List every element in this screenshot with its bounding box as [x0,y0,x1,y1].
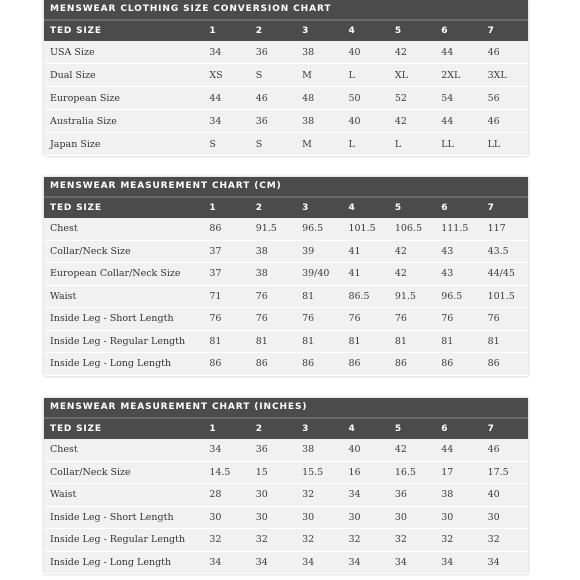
table-cell: 56 [482,87,528,110]
table-cell: XL [389,64,435,87]
header-size-4: 4 [342,198,388,218]
row-label: Inside Leg - Short Length [44,506,203,529]
table-cell: 52 [389,87,435,110]
table-cell: 76 [203,308,249,331]
row-label: European Collar/Neck Size [44,263,203,286]
table-cell: 44 [435,439,481,461]
table-row [44,353,528,376]
row-label: Waist [44,285,203,308]
table-cell: 81 [482,330,528,353]
header-size-7: 7 [482,198,528,218]
row-label: Australia Size [44,110,203,133]
row-label: Inside Leg - Regular Length [44,330,203,353]
header-size-label: TED SIZE [44,419,203,439]
table-cell: 17 [435,461,481,484]
table-cell: 81 [435,330,481,353]
header-size-4: 4 [342,419,388,439]
table-cell: 32 [250,529,296,552]
table-cell: 37 [203,263,249,286]
table-row [44,439,528,461]
table-cell: M [296,133,342,156]
table-cell: 34 [435,551,481,574]
table-row [44,551,528,574]
table-cell: 30 [203,506,249,529]
table-row [44,87,528,110]
table-cell: 76 [250,308,296,331]
header-size-2: 2 [250,198,296,218]
table-cell: 91.5 [250,218,296,240]
header-size-1: 1 [203,419,249,439]
table-cell: 34 [203,551,249,574]
table-cell: 36 [250,41,296,64]
header-size-label: TED SIZE [44,21,203,41]
table-cell: 81 [389,330,435,353]
table-cell: 50 [342,87,388,110]
table-cell: 46 [250,87,296,110]
table-cell: 38 [296,41,342,64]
table-header-row [44,21,528,41]
table-cell: 38 [435,484,481,507]
row-label: Dual Size [44,64,203,87]
header-size-5: 5 [389,198,435,218]
header-size-4: 4 [342,21,388,41]
table-cell: 40 [342,110,388,133]
table-cell: 96.5 [435,285,481,308]
table-cell: 46 [482,110,528,133]
table-row [44,263,528,286]
table-row [44,240,528,263]
table-cell: 32 [482,529,528,552]
table-cell: L [342,64,388,87]
header-size-1: 1 [203,21,249,41]
table-row [44,308,528,331]
header-size-1: 1 [203,198,249,218]
table-header-row [44,198,528,218]
table-cell: 38 [296,110,342,133]
table-cell: 34 [250,551,296,574]
table-cell: 36 [250,439,296,461]
header-size-5: 5 [389,419,435,439]
table-cell: 86 [203,353,249,376]
table-cell: 44 [435,110,481,133]
header-size-6: 6 [435,21,481,41]
table-cell: 91.5 [389,285,435,308]
table-cell: 76 [296,308,342,331]
table-cell: LL [482,133,528,156]
table-cell: 81 [203,330,249,353]
table-cell: 111.5 [435,218,481,240]
table-cell: 81 [296,285,342,308]
cm-measurement-table [44,198,528,376]
table-cell: 101.5 [342,218,388,240]
table-cell: 43.5 [482,240,528,263]
table-cell: 41 [342,240,388,263]
size-conversion-title: MENSWEAR CLOTHING SIZE CONVERSION CHART [44,0,528,21]
cm-measurement-title: MENSWEAR MEASUREMENT CHART (CM) [44,177,528,198]
table-row [44,285,528,308]
row-label: Inside Leg - Short Length [44,308,203,331]
row-label: USA Size [44,41,203,64]
table-cell: 86 [203,218,249,240]
table-cell: 86 [389,353,435,376]
table-cell: M [296,64,342,87]
table-cell: 39/40 [296,263,342,286]
table-cell: 40 [482,484,528,507]
header-size-3: 3 [296,198,342,218]
table-cell: 86 [342,353,388,376]
cm-measurement-panel [44,177,528,376]
row-label: European Size [44,87,203,110]
row-label: Inside Leg - Long Length [44,551,203,574]
table-cell: 32 [435,529,481,552]
table-cell: S [250,133,296,156]
row-label: Waist [44,484,203,507]
table-cell: 34 [389,551,435,574]
table-cell: 2XL [435,64,481,87]
table-cell: 30 [389,506,435,529]
table-cell: 30 [435,506,481,529]
table-cell: 76 [435,308,481,331]
table-cell: 32 [203,529,249,552]
table-cell: 81 [342,330,388,353]
table-cell: 41 [342,263,388,286]
table-cell: 30 [250,506,296,529]
table-cell: 34 [203,41,249,64]
table-cell: 81 [296,330,342,353]
header-size-5: 5 [389,21,435,41]
header-size-6: 6 [435,419,481,439]
table-cell: 34 [482,551,528,574]
table-cell: 17.5 [482,461,528,484]
header-size-2: 2 [250,21,296,41]
row-label: Japan Size [44,133,203,156]
table-cell: 86 [296,353,342,376]
table-cell: 76 [482,308,528,331]
table-cell: 36 [389,484,435,507]
table-cell: 15.5 [296,461,342,484]
table-cell: 28 [203,484,249,507]
row-label: Inside Leg - Regular Length [44,529,203,552]
table-row [44,484,528,507]
table-cell: 3XL [482,64,528,87]
table-cell: 54 [435,87,481,110]
table-row [44,506,528,529]
table-row [44,218,528,240]
table-row [44,461,528,484]
table-cell: 117 [482,218,528,240]
table-row [44,133,528,156]
table-cell: 71 [203,285,249,308]
table-cell: 43 [435,240,481,263]
table-cell: 34 [203,110,249,133]
table-cell: S [203,133,249,156]
header-size-3: 3 [296,419,342,439]
table-row [44,41,528,64]
table-cell: 76 [342,308,388,331]
table-cell: 42 [389,240,435,263]
table-cell: 32 [389,529,435,552]
row-label: Chest [44,218,203,240]
table-cell: 39 [296,240,342,263]
table-cell: 32 [342,529,388,552]
table-cell: 32 [296,529,342,552]
table-cell: 76 [250,285,296,308]
table-cell: LL [435,133,481,156]
table-cell: 86 [482,353,528,376]
table-cell: 44 [203,87,249,110]
table-cell: XS [203,64,249,87]
table-cell: 42 [389,263,435,286]
size-conversion-table [44,21,528,156]
table-header-row [44,419,528,439]
table-cell: 48 [296,87,342,110]
table-row [44,64,528,87]
table-cell: 38 [250,240,296,263]
table-cell: 15 [250,461,296,484]
table-cell: S [250,64,296,87]
table-cell: 30 [250,484,296,507]
table-cell: 42 [389,439,435,461]
header-size-7: 7 [482,21,528,41]
table-row [44,330,528,353]
row-label: Collar/Neck Size [44,461,203,484]
row-label: Collar/Neck Size [44,240,203,263]
table-row [44,110,528,133]
table-cell: 34 [203,439,249,461]
table-cell: 30 [296,506,342,529]
table-row [44,529,528,552]
table-cell: 36 [250,110,296,133]
table-cell: 38 [250,263,296,286]
table-cell: 101.5 [482,285,528,308]
table-cell: 86.5 [342,285,388,308]
table-cell: L [389,133,435,156]
table-cell: 86 [435,353,481,376]
table-cell: 44/45 [482,263,528,286]
table-cell: 42 [389,41,435,64]
header-size-label: TED SIZE [44,198,203,218]
header-size-7: 7 [482,419,528,439]
row-label: Inside Leg - Long Length [44,353,203,376]
row-label: Chest [44,439,203,461]
table-cell: 43 [435,263,481,286]
table-cell: 14.5 [203,461,249,484]
table-cell: 34 [296,551,342,574]
inches-measurement-title: MENSWEAR MEASUREMENT CHART (INCHES) [44,398,528,419]
table-cell: 34 [342,551,388,574]
table-cell: 16.5 [389,461,435,484]
table-cell: 37 [203,240,249,263]
table-cell: 40 [342,439,388,461]
header-size-2: 2 [250,419,296,439]
table-cell: 38 [296,439,342,461]
table-cell: 44 [435,41,481,64]
table-cell: 40 [342,41,388,64]
table-cell: 76 [389,308,435,331]
table-cell: 30 [482,506,528,529]
table-cell: 32 [296,484,342,507]
size-conversion-panel [44,0,528,156]
table-cell: 42 [389,110,435,133]
inches-measurement-table [44,419,528,574]
table-cell: 16 [342,461,388,484]
table-cell: 46 [482,439,528,461]
header-size-6: 6 [435,198,481,218]
table-cell: 34 [342,484,388,507]
header-size-3: 3 [296,21,342,41]
table-cell: 86 [250,353,296,376]
table-cell: 96.5 [296,218,342,240]
table-cell: 81 [250,330,296,353]
inches-measurement-panel [44,398,528,574]
table-cell: 46 [482,41,528,64]
table-cell: L [342,133,388,156]
table-cell: 106.5 [389,218,435,240]
table-cell: 30 [342,506,388,529]
